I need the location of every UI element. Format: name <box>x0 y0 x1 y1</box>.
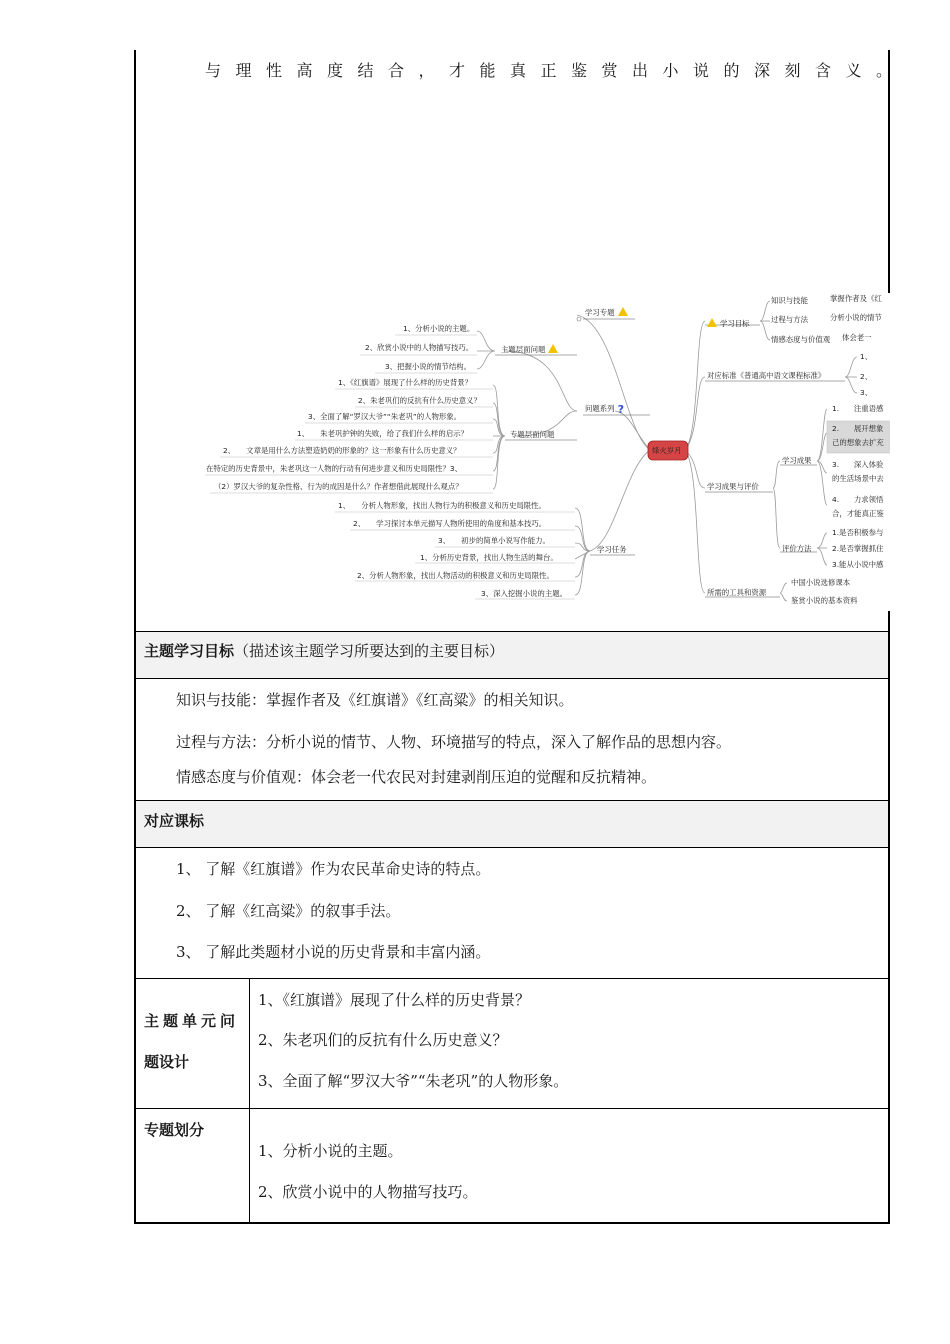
mindmap-eval-item: 3.能从小说中感 <box>832 560 884 569</box>
unit-question: 2、朱老巩们的反抗有什么历史意义？ <box>258 1031 508 1049</box>
mindmap-topic-q: 1、 朱老巩护钟的失败，给了我们什么样的启示？ <box>297 429 468 438</box>
mindmap-standard-item: 3、 <box>860 388 873 397</box>
mindmap-goal-label: 过程与方法 <box>771 315 808 324</box>
unit-section-title-line2: 题设计 <box>144 1053 190 1071</box>
mindmap-question-series: 问题系列 ? <box>585 403 624 416</box>
mindmap-result-item: 1. 注重语感 <box>832 404 884 413</box>
mindmap-results-label: 学习成果 <box>782 456 812 465</box>
mindmap-topic-q: 2、朱老巩们的反抗有什么历史意义？ <box>358 396 481 405</box>
mindmap-center-label: 烽火岁月 <box>652 446 682 455</box>
mindmap-theme-questions: 主题层面问题 <box>501 344 558 353</box>
division-item: 2、欣赏小说中的人物描写技巧。 <box>258 1183 478 1201</box>
division-item: 1、分析小说的主题。 <box>258 1142 403 1160</box>
table-row-line <box>134 1108 890 1109</box>
mindmap-result-item: 2. 展开想象 <box>832 424 884 433</box>
standard-item: 2、 了解《红高粱》的叙事手法。 <box>176 902 401 920</box>
standard-item: 3、 了解此类题材小说的历史背景和丰富内涵。 <box>176 943 491 961</box>
table-row-line <box>134 631 890 632</box>
mindmap-task: 1、 分析人物形象，找出人物行为的积极意义和历史局限性。 <box>338 501 546 510</box>
mindmap-result-item: 的生活场景中去 <box>832 474 884 483</box>
table-col-line <box>249 978 250 1223</box>
mindmap-result-item: 3. 深入体验 <box>832 460 884 469</box>
unit-question: 3、全面了解“罗汉大爷”“朱老巩”的人物形象。 <box>258 1072 569 1090</box>
mindmap-standard-item: 2、 <box>860 372 873 381</box>
unit-section-title-line1: 主题单元问 <box>144 1012 240 1030</box>
mindmap-theme-q: 1、分析小说的主题。 <box>403 324 475 333</box>
table-left-border <box>134 50 136 1224</box>
goal-section-title: 主题学习目标（描述该主题学习所要达到的主要目标） <box>144 642 505 660</box>
mindmap-task: 3、 初步的简单小说写作能力。 <box>438 536 550 545</box>
goal-item: 知识与技能：掌握作者及《红旗谱》《红高粱》的相关知识。 <box>176 691 574 709</box>
mindmap-learning-tasks: 学习任务 <box>597 545 627 554</box>
table-row-line <box>134 847 890 848</box>
unit-question: 1、《红旗谱》展现了什么样的历史背景？ <box>258 991 531 1009</box>
table-row-line <box>134 800 890 801</box>
mindmap-result-item: 己的想象去扩充 <box>832 438 884 447</box>
mindmap-tool-item: 中国小说选修课本 <box>791 578 851 587</box>
warning-icon <box>548 344 558 353</box>
warning-icon <box>707 318 717 327</box>
mindmap-goal-label: 情感态度与价值观 <box>771 335 831 344</box>
mindmap-topic-q: 1、《红旗谱》展现了什么样的历史背景？ <box>338 378 473 387</box>
lead-text: 与理性高度结合，才能真正鉴赏出小说的深刻含义。 <box>205 61 907 80</box>
standard-header-bg <box>136 801 888 847</box>
mindmap-standard-item: 1、 <box>860 352 873 361</box>
mindmap-result-item: 4. 力求领悟 <box>832 495 884 504</box>
mindmap-topic-q: 3、全面了解“罗汉大爷”“朱老巩”的人物形象。 <box>308 412 462 421</box>
table-bottom-border <box>134 1222 890 1224</box>
mindmap-task: 1、分析历史背景，找出人物生活的舞台。 <box>420 553 558 562</box>
question-icon: ? <box>617 403 624 416</box>
table-row-line <box>134 678 890 679</box>
goal-item: 情感态度与价值观：体会老一代农民对封建剥削压迫的觉醒和反抗精神。 <box>176 768 657 786</box>
mindmap-goal-value: 体会老一 <box>842 333 872 342</box>
mindmap-topic-q: 在特定的历史背景中，朱老巩这一人物的行动有何进步意义和历史局限性？3、 <box>206 464 462 473</box>
mindmap-outcomes: 学习成果与评价 <box>707 482 759 491</box>
mindmap-task: 3、深入挖掘小说的主题。 <box>481 589 568 598</box>
goal-item: 过程与方法：分析小说的情节、人物、环境描写的特点，深入了解作品的思想内容。 <box>176 733 732 751</box>
warning-icon <box>618 307 628 316</box>
division-section-title: 专题划分 <box>144 1121 205 1139</box>
standard-item: 1、 了解《红旗谱》作为农民革命史诗的特点。 <box>176 860 491 878</box>
mindmap-topic-questions: 专题层面问题 <box>510 430 555 439</box>
standard-section-title: 对应课标 <box>144 812 205 830</box>
mindmap-goal-value: 掌握作者及《红 <box>830 294 882 303</box>
mindmap-learning-topic: 学习专题 <box>585 307 628 316</box>
mindmap-topic-q: （2）罗汉大爷的复杂性格、行为的成因是什么？作者想借此展现什么观点？ <box>214 482 463 491</box>
mindmap-task: 2、 学习探讨本单元描写人物所使用的角度和基本技巧。 <box>353 519 547 528</box>
mindmap-diagram <box>205 293 890 611</box>
mindmap-tool-item: 鉴赏小说的基本资料 <box>791 596 858 605</box>
table-right-border <box>888 50 890 1224</box>
mindmap-result-item: 合，才能真正鉴 <box>832 509 884 518</box>
mindmap-theme-q: 3、把握小说的情节结构。 <box>385 362 472 371</box>
mindmap-task: 2、分析人物形象，找出人物活动的积极意义和历史局限性。 <box>357 571 554 580</box>
mindmap-goal-label: 知识与技能 <box>771 296 808 305</box>
mindmap-learning-goals: 学习目标 <box>707 318 750 327</box>
mindmap-theme-q: 2、欣赏小说中的人物描写技巧。 <box>365 343 474 352</box>
mindmap-eval-item: 1.是否积极参与 <box>832 528 884 537</box>
mindmap-eval-label: 评价方法 <box>782 544 812 553</box>
mindmap-eval-item: 2.是否掌握抓住 <box>832 544 884 553</box>
mindmap-goal-value: 分析小说的情节 <box>830 313 882 322</box>
table-row-line <box>134 978 890 979</box>
mindmap-topic-q: 2、 文章是用什么方法塑造奶奶的形象的？这一形象有什么历史意义？ <box>223 446 461 455</box>
mindmap-tools: 所需的工具和资源 <box>707 588 767 597</box>
mindmap-standards: 对应标准《普通高中语文课程标准》 <box>707 371 826 380</box>
